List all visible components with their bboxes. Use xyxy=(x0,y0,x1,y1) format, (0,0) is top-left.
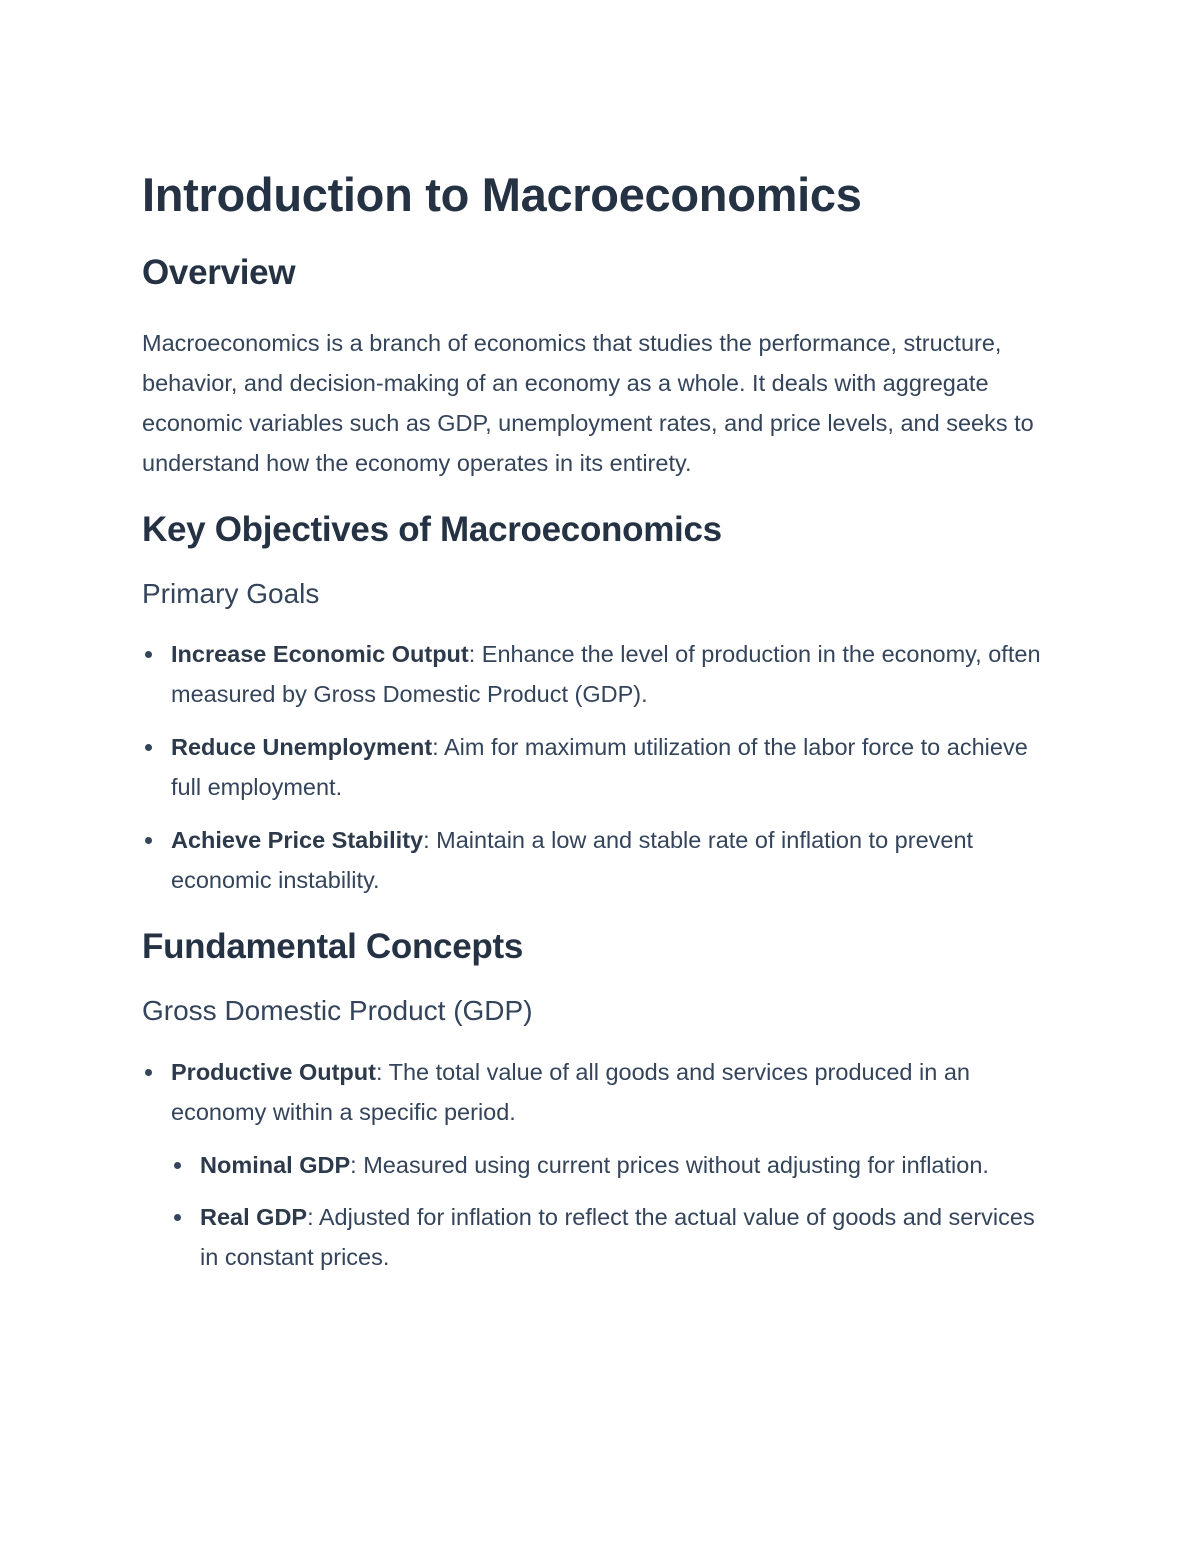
bullet-icon xyxy=(145,651,152,658)
bullet-icon xyxy=(174,1214,181,1221)
item-separator: : xyxy=(375,1059,389,1085)
overview-heading: Overview xyxy=(142,253,296,292)
item-description: Enhance the level of production in the economy, often measured by Gross Domestic Product (GDP). xyxy=(171,641,1041,707)
document-title: Introduction to Macroeconomics xyxy=(142,168,862,221)
list-item xyxy=(142,1052,1050,1277)
item-separator: : xyxy=(423,827,437,853)
sub-list-item xyxy=(171,1145,1050,1185)
item-description: Aim for maximum utilization of the labor force to achieve full employment. xyxy=(171,734,1028,800)
item-term: Increase Economic Output xyxy=(171,641,469,667)
item-description: Measured using current prices without adjusting for inflation. xyxy=(363,1152,989,1178)
item-term: Productive Output xyxy=(171,1059,376,1085)
list-item xyxy=(142,634,1050,714)
item-separator: : xyxy=(350,1152,364,1178)
item-description: Maintain a low and stable rate of inflation to prevent economic instability. xyxy=(171,827,974,893)
bullet-icon xyxy=(145,837,152,844)
overview-paragraph: Macroeconomics is a branch of economics that studies the performance, structure, behavior, and decision-making of an economy as a whole. It deals with aggregate economic variables such as GDP, unemployment rates, and price levels, and seeks to understand how the economy operates in its entirety. xyxy=(142,330,1034,476)
item-description: Adjusted for inflation to reflect the actual value of goods and services in constant prices. xyxy=(200,1204,1035,1270)
primary-goals-list xyxy=(142,634,1050,900)
item-term: Achieve Price Stability xyxy=(171,827,424,853)
gdp-list xyxy=(142,1052,1050,1277)
item-separator: : xyxy=(468,641,482,667)
bullet-icon xyxy=(145,744,152,751)
list-item xyxy=(142,820,1050,900)
bullet-icon xyxy=(145,1069,152,1076)
item-separator: : xyxy=(432,734,444,760)
gdp-sub-list xyxy=(171,1145,1050,1277)
concepts-heading: Fundamental Concepts xyxy=(142,927,523,966)
item-term: Reduce Unemployment xyxy=(171,734,433,760)
gdp-subheading: Gross Domestic Product (GDP) xyxy=(142,995,533,1026)
sub-list-item xyxy=(171,1197,1050,1277)
primary-goals-subheading: Primary Goals xyxy=(142,578,320,609)
objectives-heading: Key Objectives of Macroeconomics xyxy=(142,510,722,549)
bullet-icon xyxy=(174,1162,181,1169)
item-separator: : xyxy=(307,1204,319,1230)
item-term: Nominal GDP xyxy=(200,1152,351,1178)
item-term: Real GDP xyxy=(200,1204,308,1230)
list-item xyxy=(142,727,1050,807)
item-description: The total value of all goods and services produced in an economy within a specific period. xyxy=(171,1059,970,1125)
